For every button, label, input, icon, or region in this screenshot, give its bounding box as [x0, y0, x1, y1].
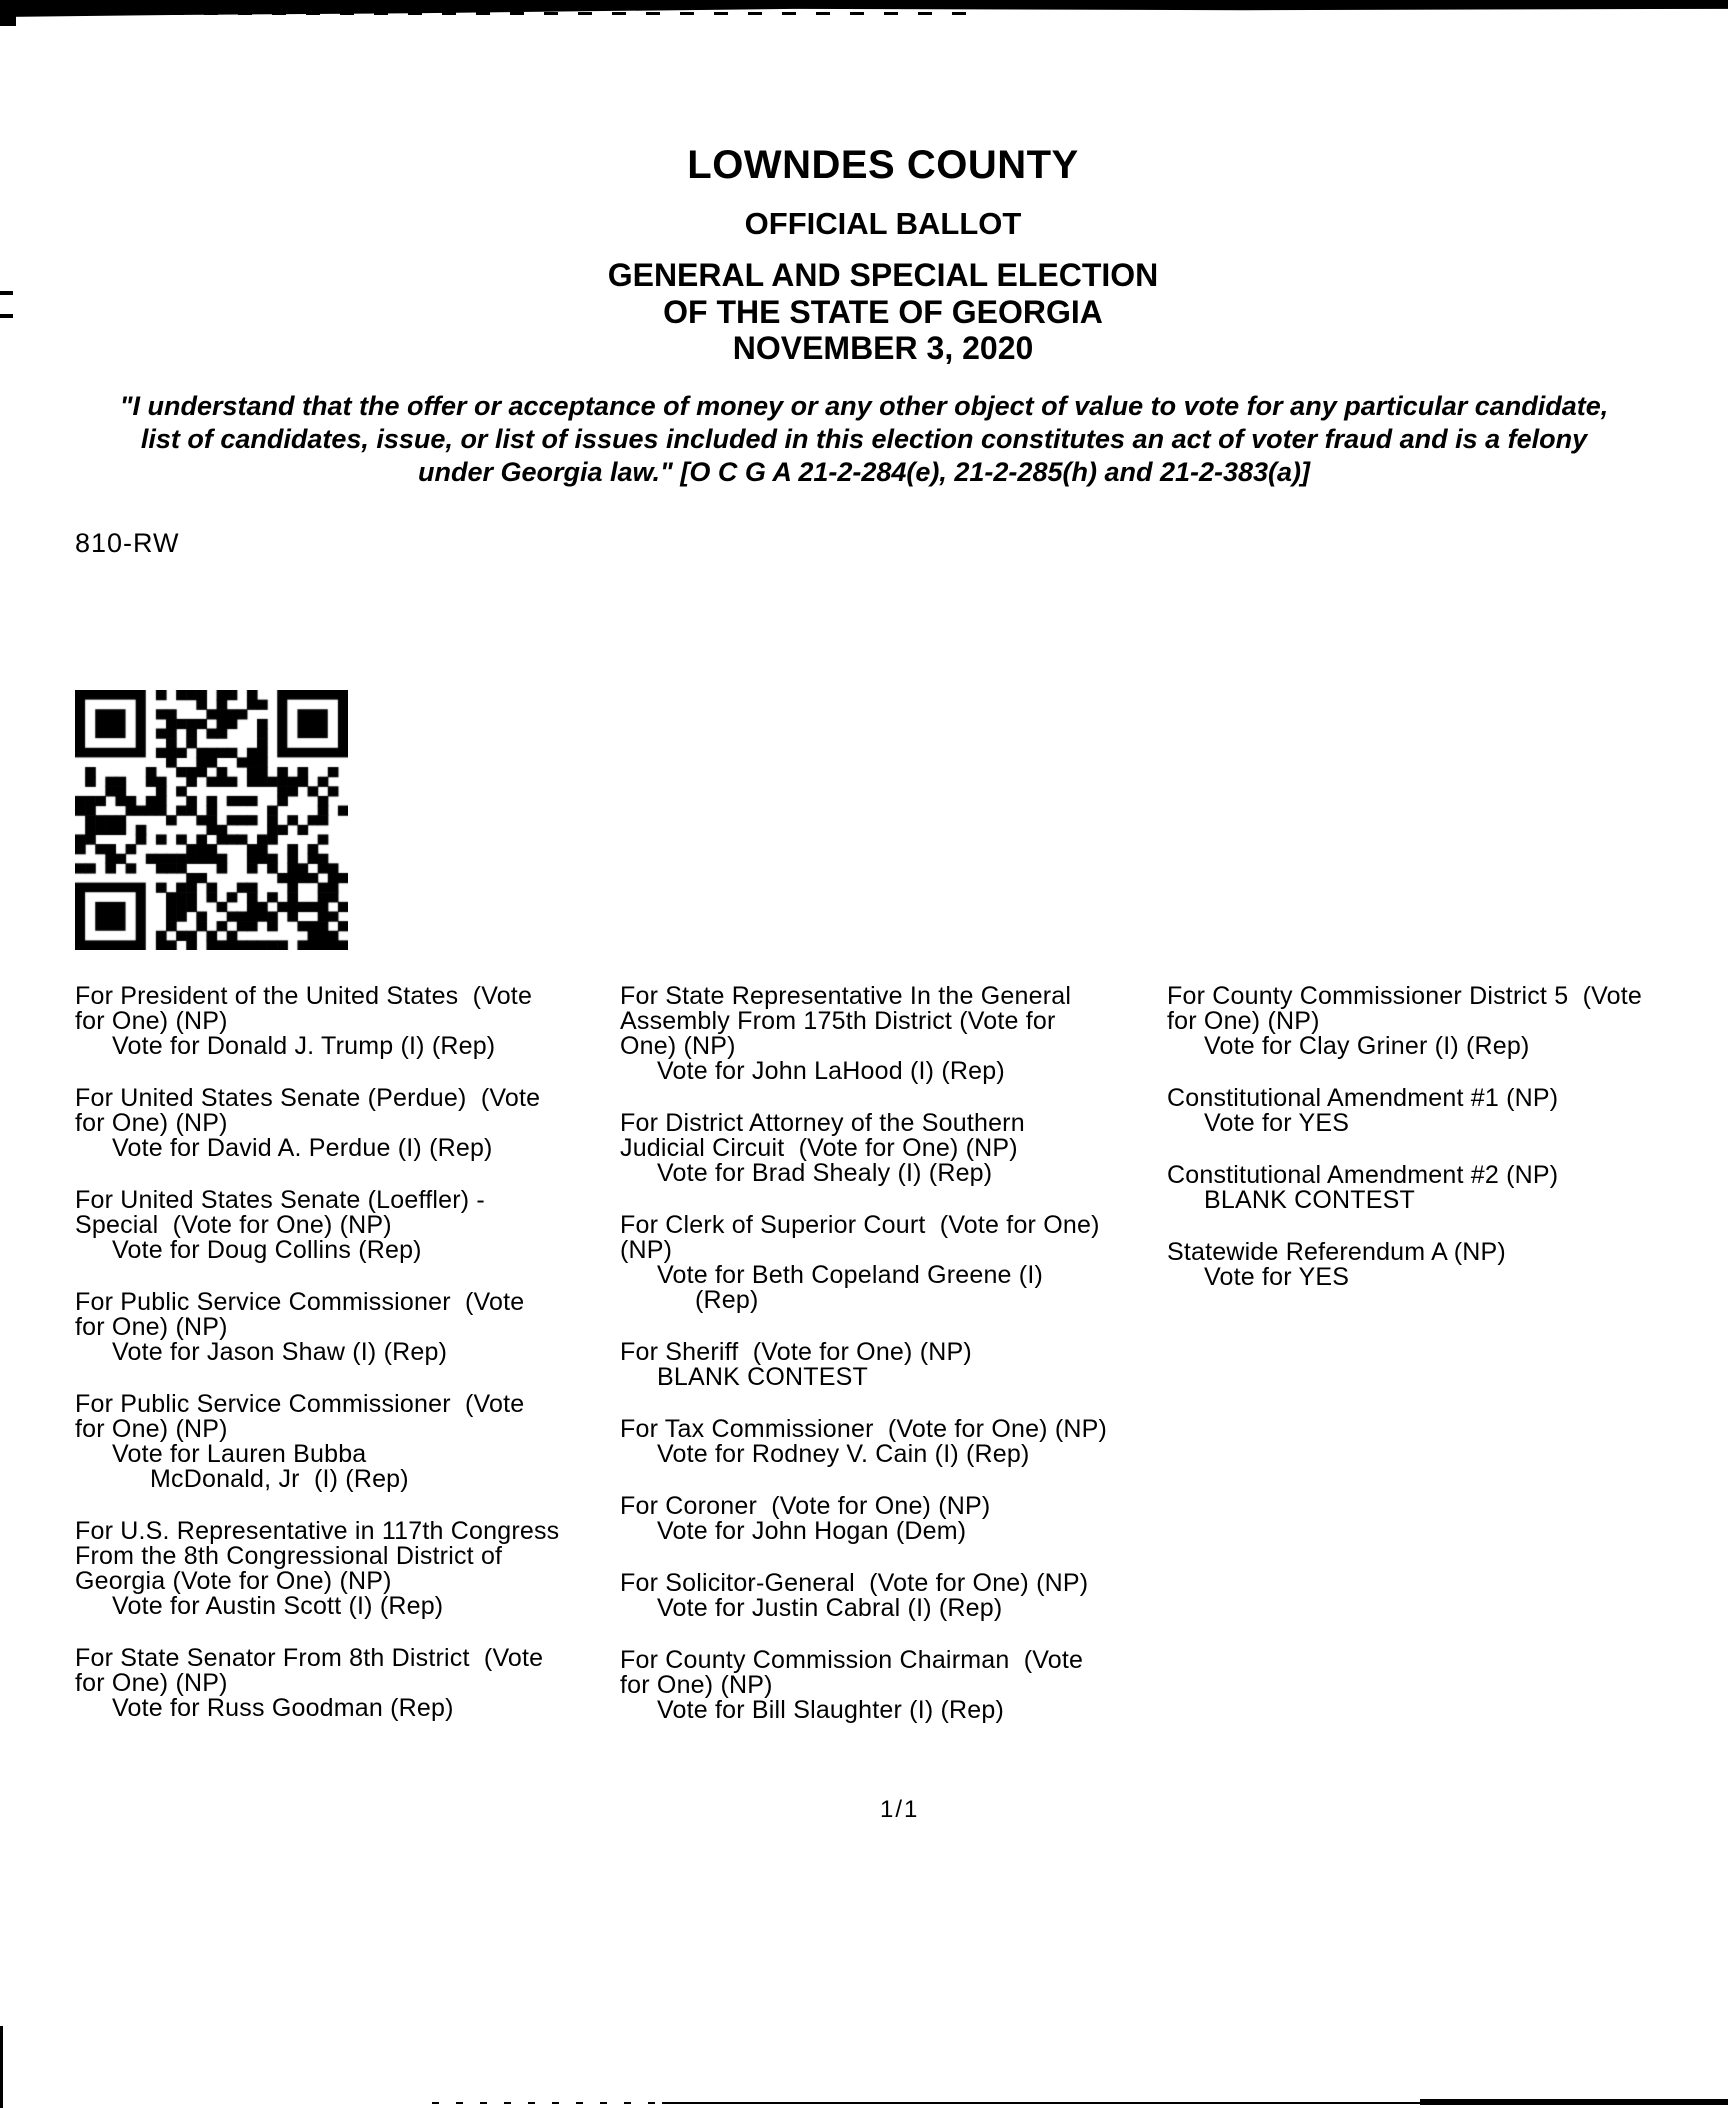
contest-title-line: For Sheriff (Vote for One) (NP)	[620, 1338, 972, 1366]
contest-block	[620, 1340, 1107, 1390]
election-title-line1: GENERAL AND SPECIAL ELECTION	[607, 257, 1159, 293]
contest-title-line: For Public Service Commissioner (Vote	[75, 1390, 525, 1418]
vote-selection-line: (Rep)	[695, 1286, 759, 1314]
contest-title-line: Special (Vote for One) (NP)	[75, 1211, 392, 1239]
vote-selection-line: Vote for John LaHood (I) (Rep)	[657, 1057, 1005, 1085]
scan-artifact-bottom-thick	[1420, 2099, 1728, 2105]
page-number: 1/1	[880, 1796, 920, 1823]
election-date: NOVEMBER 3, 2020	[732, 330, 1034, 366]
vote-selection-line: McDonald, Jr (I) (Rep)	[150, 1465, 409, 1493]
vote-selection-line: Vote for Clay Griner (I) (Rep)	[1204, 1032, 1530, 1060]
contest-title-line: for One) (NP)	[75, 1109, 228, 1137]
contest-title-line: For State Representative In the General	[620, 982, 1072, 1010]
contest-column-1	[75, 984, 559, 1748]
fraud-warning-line: list of candidates, issue, or list of issues included in this election constitutes an act of voter fraud and is a felony	[140, 424, 1588, 454]
vote-selection-line: BLANK CONTEST	[657, 1363, 868, 1391]
contest-title-line: for One) (NP)	[75, 1415, 228, 1443]
contest-block	[75, 1392, 559, 1492]
ballot-style-code: 810-RW	[75, 528, 180, 558]
contest-block	[1167, 984, 1642, 1059]
vote-selection-line: BLANK CONTEST	[1204, 1186, 1415, 1214]
contest-title-line: For Solicitor-General (Vote for One) (NP)	[620, 1569, 1089, 1597]
contest-block	[1167, 1163, 1642, 1213]
scan-artifact-bottom-line	[662, 2102, 1422, 2104]
contest-block	[620, 1571, 1107, 1621]
contest-block	[1167, 1086, 1642, 1136]
contest-title-line: For U.S. Representative in 117th Congress	[75, 1517, 560, 1545]
contest-title-line: Constitutional Amendment #2 (NP)	[1167, 1161, 1559, 1189]
vote-selection-line: Vote for Donald J. Trump (I) (Rep)	[112, 1032, 496, 1060]
contest-block	[620, 1111, 1107, 1186]
scan-artifact-bottom-left-line	[0, 2026, 3, 2108]
contest-title-line: From the 8th Congressional District of	[75, 1542, 503, 1570]
contest-title-line: Statewide Referendum A (NP)	[1167, 1238, 1506, 1266]
vote-selection-line: Vote for YES	[1204, 1263, 1350, 1291]
scan-artifact-left-tick	[0, 314, 13, 318]
contest-title-line: for One) (NP)	[75, 1007, 228, 1035]
contest-block	[75, 1519, 559, 1619]
contest-title-line: for One) (NP)	[75, 1669, 228, 1697]
contest-title-line: Judicial Circuit (Vote for One) (NP)	[620, 1134, 1018, 1162]
vote-selection-line: Vote for Doug Collins (Rep)	[112, 1236, 422, 1264]
contest-block	[1167, 1240, 1642, 1290]
contest-block	[620, 1213, 1107, 1313]
contest-column-3	[1167, 984, 1642, 1317]
contest-title-line: For County Commission Chairman (Vote	[620, 1646, 1084, 1674]
contest-title-line: For United States Senate (Perdue) (Vote	[75, 1084, 541, 1112]
contest-title-line: For County Commissioner District 5 (Vote	[1167, 982, 1642, 1010]
contest-block	[620, 984, 1107, 1084]
contest-title-line: Assembly From 175th District (Vote for	[620, 1007, 1056, 1035]
fraud-warning-line: under Georgia law." [O C G A 21-2-284(e), 21-2-285(h) and 21-2-383(a)]	[417, 457, 1311, 487]
contest-title-line: for One) (NP)	[620, 1671, 773, 1699]
vote-selection-line: Vote for Lauren Bubba	[112, 1440, 367, 1468]
contest-title-line: Constitutional Amendment #1 (NP)	[1167, 1084, 1559, 1112]
contest-block	[620, 1417, 1107, 1467]
contest-title-line: for One) (NP)	[1167, 1007, 1320, 1035]
contest-title-line: for One) (NP)	[75, 1313, 228, 1341]
vote-selection-line: Vote for John Hogan (Dem)	[657, 1517, 967, 1545]
contest-title-line: For Public Service Commissioner (Vote	[75, 1288, 525, 1316]
scan-artifact-left-tick	[0, 291, 13, 295]
contest-column-2	[620, 984, 1107, 1750]
contest-title-line: (NP)	[620, 1236, 673, 1264]
contest-block	[75, 1086, 559, 1161]
vote-selection-line: Vote for Rodney V. Cain (I) (Rep)	[657, 1440, 1030, 1468]
scan-artifact-bottom-dots	[432, 2102, 662, 2104]
fraud-warning-line: "I understand that the offer or acceptance of money or any other object of value to vote for any particular candidate,	[119, 391, 1609, 421]
contest-block	[75, 1290, 559, 1365]
vote-selection-line: Vote for Austin Scott (I) (Rep)	[112, 1592, 444, 1620]
fraud-warning	[0, 390, 1728, 489]
vote-selection-line: Vote for Jason Shaw (I) (Rep)	[112, 1338, 448, 1366]
contest-title-line: For District Attorney of the Southern	[620, 1109, 1025, 1137]
vote-selection-line: Vote for Brad Shealy (I) (Rep)	[657, 1159, 993, 1187]
contest-title-line: For President of the United States (Vote	[75, 982, 533, 1010]
contest-title-line: For Tax Commissioner (Vote for One) (NP)	[620, 1415, 1108, 1443]
county-title: LOWNDES COUNTY	[687, 143, 1079, 187]
vote-selection-line: Vote for Bill Slaughter (I) (Rep)	[657, 1696, 1005, 1724]
qr-code	[75, 690, 348, 950]
contest-block	[75, 1646, 559, 1721]
contest-block	[75, 984, 559, 1059]
vote-selection-line: Vote for YES	[1204, 1109, 1350, 1137]
contest-title-line: One) (NP)	[620, 1032, 736, 1060]
vote-selection-line: Vote for Russ Goodman (Rep)	[112, 1694, 454, 1722]
vote-selection-line: Vote for Justin Cabral (I) (Rep)	[657, 1594, 1003, 1622]
vote-selection-line: Vote for David A. Perdue (I) (Rep)	[112, 1134, 493, 1162]
contest-title-line: For State Senator From 8th District (Vote	[75, 1644, 544, 1672]
contest-block	[75, 1188, 559, 1263]
contest-title-line: For United States Senate (Loeffler) -	[75, 1186, 485, 1214]
scan-artifact-top-left-corner	[0, 0, 16, 26]
contest-title-line: For Coroner (Vote for One) (NP)	[620, 1492, 991, 1520]
vote-selection-line: Vote for Beth Copeland Greene (I)	[657, 1261, 1043, 1289]
official-ballot-title: OFFICIAL BALLOT	[744, 206, 1022, 241]
contest-block	[620, 1494, 1107, 1544]
contest-title-line: Georgia (Vote for One) (NP)	[75, 1567, 392, 1595]
contest-block	[620, 1648, 1107, 1723]
scan-artifact-top-dashes	[0, 12, 980, 15]
election-title-line2: OF THE STATE OF GEORGIA	[663, 294, 1103, 330]
contest-title-line: For Clerk of Superior Court (Vote for One)	[620, 1211, 1100, 1239]
